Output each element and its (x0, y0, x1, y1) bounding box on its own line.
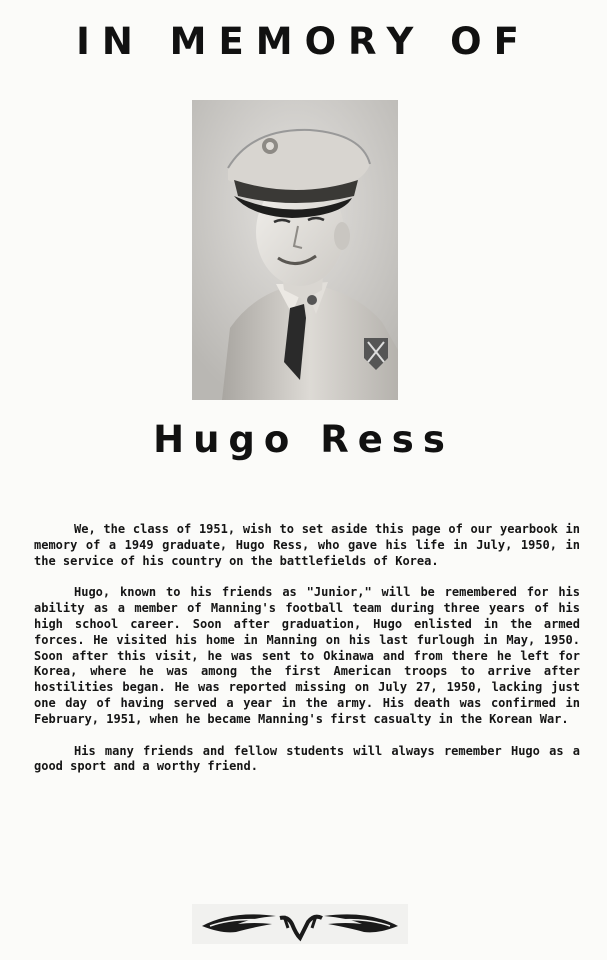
memorial-text (34, 522, 580, 791)
portrait-photo (192, 100, 398, 400)
paragraph-biography: Hugo, known to his friends as "Junior," will be remembered for his ability as a member of Manning's football team during three years of his high school career. Soon after graduation, Hugo enlisted in the armed forces. He visited his home in Manning on his last furlough in May, 1950. Soon after this visit, he was sent to Okinawa and from there he left for Korea, where he was among the first American troops to arrive after hostilities began. He was reported missing on July 27, 1950, lacking just one day of having served a year in the army. His death was confirmed in February, 1951, when he became Manning's first casualty in the Korean War. (34, 585, 580, 726)
honoree-name: Hugo Ress (153, 418, 454, 461)
decorative-wings-ornament (192, 904, 408, 944)
paragraph-closing: His many friends and fellow students will always remember Hugo as a good sport and a worthy friend. (34, 743, 580, 774)
soldier-portrait-image (192, 100, 398, 400)
wings-icon (192, 904, 408, 944)
paragraph-dedication: We, the class of 1951, wish to set aside this page of our yearbook in memory of a 1949 graduate, Hugo Ress, who gave his life in July, 1950, in the service of his country on the battlefields of Korea. (34, 522, 580, 568)
memorial-heading: IN MEMORY OF (76, 20, 531, 63)
